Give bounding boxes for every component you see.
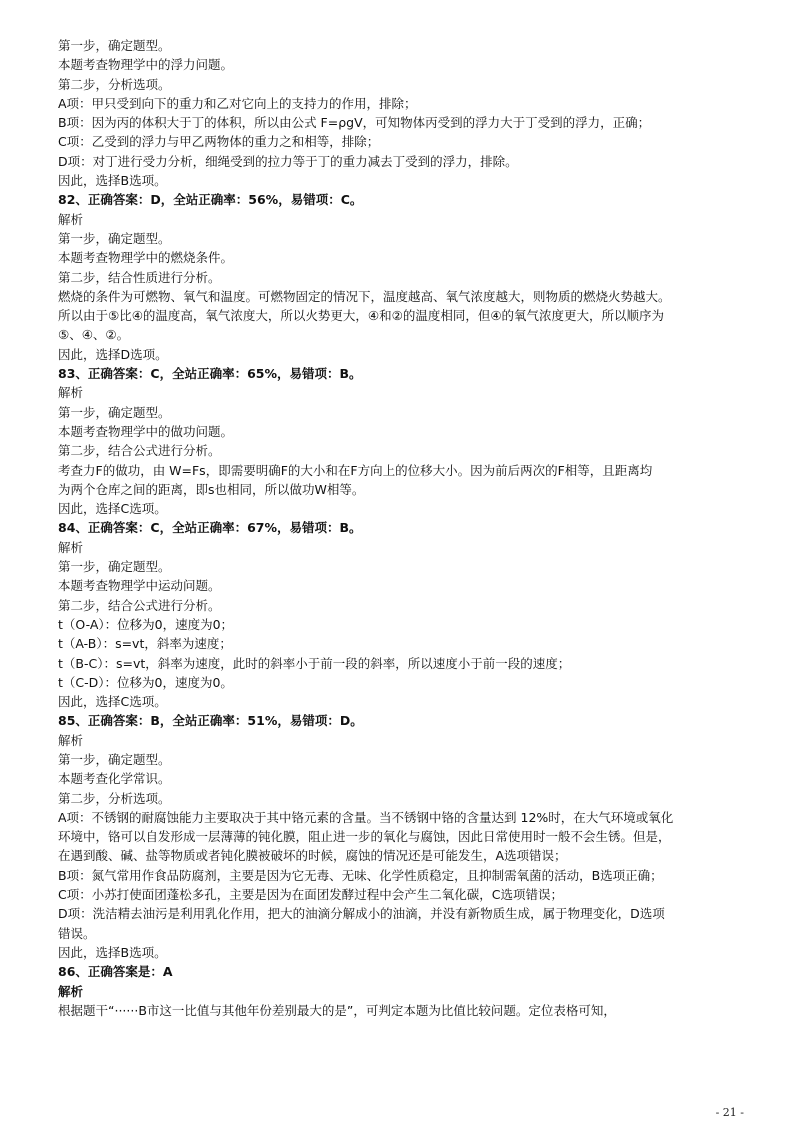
text-line: t（B-C）：s=vt，斜率为速度，此时的斜率小于前一段的斜率，所以速度小于前一段的速度； — [58, 655, 571, 671]
answer-heading: 84、正确答案：C，全站正确率：67%，易错项：B。 — [58, 520, 362, 536]
page-number: - 21 - — [715, 1106, 744, 1119]
text-line: C项：小苏打使面团蓬松多孔，主要是因为在面团发酵过程中会产生二氧化碳，C选项错误； — [58, 887, 563, 903]
text-line: 本题考查物理学中的做功问题。 — [58, 423, 234, 439]
text-line: 为两个仓库之间的距离，即s也相同，所以做功W相等。 — [58, 481, 365, 497]
text-line: 因此，选择C选项。 — [58, 694, 167, 710]
text-line: 本题考查物理学中的燃烧条件。 — [58, 250, 234, 266]
answer-heading: 83、正确答案：C，全站正确率：65%，易错项：B。 — [58, 366, 362, 382]
text-line: A项：不锈钢的耐腐蚀能力主要取决于其中铬元素的含量。当不锈钢中铬的含量达到 12%时，在大气环境或氧化 — [58, 809, 674, 825]
text-line: t（O-A）：位移为0，速度为0； — [58, 616, 234, 632]
text-line: ⑤、④、②。 — [58, 327, 130, 343]
text-line: D项：对丁进行受力分析，细绳受到的拉力等于丁的重力减去丁受到的浮力，排除。 — [58, 153, 518, 169]
text-line: 解析 — [58, 539, 84, 555]
text-line: 第一步，确定题型。 — [58, 230, 171, 246]
text-line: 因此，选择B选项。 — [58, 944, 167, 960]
text-line: 考查力F的做功，由 W=Fs，即需要明确F的大小和在F方向上的位移大小。因为前后两次的F相等，且距离均 — [58, 462, 653, 478]
text-line: 本题考查化学常识。 — [58, 771, 171, 787]
text-line: 燃烧的条件为可燃物、氧气和温度。可燃物固定的情况下，温度越高、氧气浓度越大，则物质的燃烧火势越大。 — [58, 288, 671, 304]
text-line: t（C-D）：位移为0，速度为0。 — [58, 674, 233, 690]
text-line: C项：乙受到的浮力与甲乙两物体的重力之和相等，排除； — [58, 134, 380, 150]
text-line: 本题考查物理学中运动问题。 — [58, 578, 221, 594]
answer-heading: 解析 — [58, 983, 84, 999]
text-line: t（A-B）：s=vt，斜率为速度； — [58, 636, 232, 652]
text-line: 错误。 — [58, 925, 96, 941]
text-line: 第一步，确定题型。 — [58, 751, 171, 767]
text-line: 解析 — [58, 385, 84, 401]
answer-heading: 82、正确答案：D，全站正确率：56%，易错项：C。 — [58, 192, 363, 208]
text-line: 环境中，铬可以自发形成一层薄薄的钝化膜，阻止进一步的氧化与腐蚀，因此日常使用时一般不会生锈。但是， — [58, 829, 671, 845]
text-line: 因此，选择B选项。 — [58, 173, 167, 189]
text-line: 第二步，结合性质进行分析。 — [58, 269, 221, 285]
text-line: 解析 — [58, 211, 84, 227]
text-line: 第一步，确定题型。 — [58, 404, 171, 420]
text-line: 第二步，分析选项。 — [58, 790, 171, 806]
text-line: D项：洗洁精去油污是利用乳化作用，把大的油滴分解成小的油滴，并没有新物质生成，属于物理变化，D选项 — [58, 906, 665, 922]
text-line: 因此，选择D选项。 — [58, 346, 168, 362]
text-line: 第二步，分析选项。 — [58, 76, 171, 92]
text-line: 本题考查物理学中的浮力问题。 — [58, 57, 234, 73]
text-line: 第二步，结合公式进行分析。 — [58, 443, 221, 459]
text-line: 所以由于⑤比④的温度高，氧气浓度大，所以火势更大，④和②的温度相同，但④的氧气浓度更大，所以顺序为 — [58, 308, 665, 324]
text-line: 在遇到酸、碱、盐等物质或者钝化膜被破坏的时候，腐蚀的情况还是可能发生，A选项错误； — [58, 848, 567, 864]
text-line: 第一步，确定题型。 — [58, 559, 171, 575]
answer-heading: 86、正确答案是：A — [58, 964, 173, 980]
text-line: 第二步，结合公式进行分析。 — [58, 597, 221, 613]
text-line: 因此，选择C选项。 — [58, 501, 167, 517]
text-line: 根据题干“······B市这一比值与其他年份差别最大的是”，可判定本题为比值比较问题。定位表格可知， — [58, 1002, 616, 1018]
document-body — [58, 36, 748, 1020]
text-line: 解析 — [58, 732, 84, 748]
answer-heading: 85、正确答案：B，全站正确率：51%，易错项：D。 — [58, 713, 363, 729]
text-line: B项：因为丙的体积大于丁的体积，所以由公式 F=ρgV，可知物体丙受到的浮力大于丁受到的浮力，正确； — [58, 115, 651, 131]
text-line: A项：甲只受到向下的重力和乙对它向上的支持力的作用，排除； — [58, 95, 417, 111]
text-line: 第一步，确定题型。 — [58, 38, 171, 53]
text-line: B项：氮气常用作食品防腐剂，主要是因为它无毒、无味、化学性质稳定，且抑制需氧菌的活动，B选项正确； — [58, 867, 663, 883]
